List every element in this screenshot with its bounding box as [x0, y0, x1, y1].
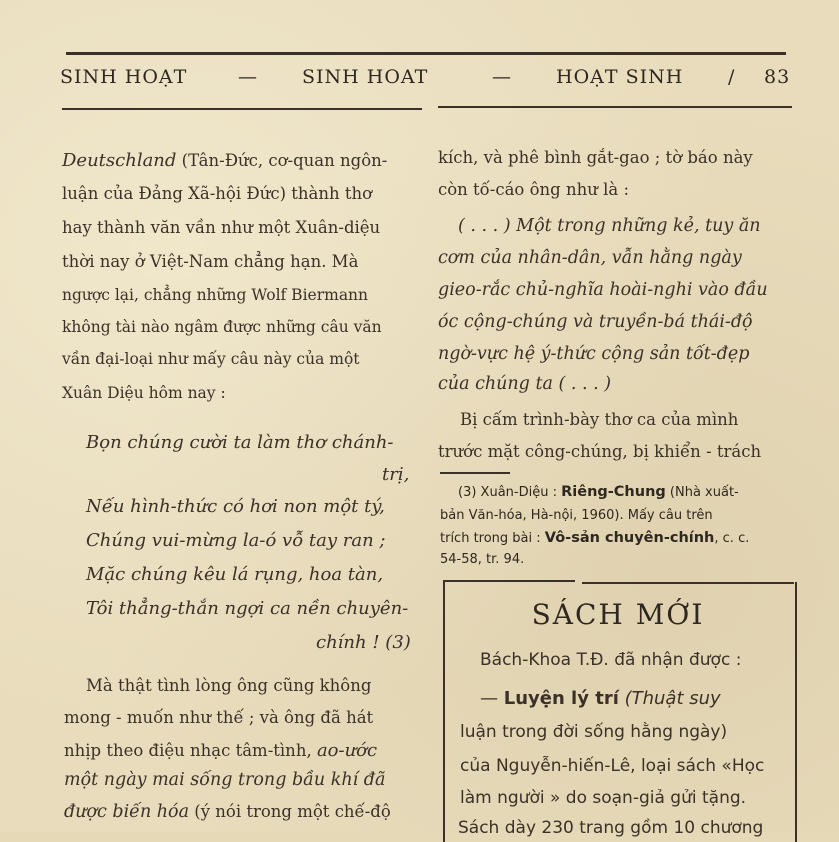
- quote-line-6: của chúng ta ( . . . ): [438, 374, 612, 394]
- left-line-13: được biến hóa (ý nói trong một chế-độ: [64, 802, 391, 822]
- left-line-9: Mà thật tình lòng ông cũng không: [86, 676, 372, 695]
- right-line-2: còn tố-cáo ông như là :: [438, 180, 630, 199]
- left-line-6: không tài nào ngâm được những câu văn: [62, 318, 382, 336]
- poem-line-1: Bọn chúng cười ta làm thơ chánh-: [86, 432, 394, 453]
- running-header: [60, 66, 792, 94]
- footnote-line-3: trích trong bài : Vô-sản chuyên-chính, c. c.: [440, 530, 750, 546]
- left-line-12: một ngày mai sống trong bầu khí đã: [64, 770, 386, 790]
- new-books-line-1: Bách-Khoa T.Đ. đã nhận được :: [480, 650, 742, 670]
- header-dash-1: —: [238, 66, 258, 88]
- new-books-line-3: luận trong đời sống hằng ngày): [460, 722, 728, 742]
- quote-line-2: cơm của nhân-dân, vẫn hằng ngày: [438, 248, 742, 268]
- poem-line-5: Tôi thẳng-thắn ngợi ca nền chuyên-: [86, 598, 409, 619]
- quote-line-4: óc cộng-chúng và truyền-bá thái-độ: [438, 312, 753, 332]
- left-line-3: hay thành văn vần như một Xuân-diệu: [62, 218, 381, 237]
- new-books-line-2: — Luyện lý trí (Thuật suy: [480, 688, 721, 709]
- publication-name: Deutschland: [62, 150, 177, 171]
- right-line-4: trước mặt công-chúng, bị khiển - trách: [438, 442, 762, 461]
- right-line-1: kích, và phê bình gắt-gao ; tờ báo này: [438, 148, 753, 167]
- footnote-line-4: 54-58, tr. 94.: [440, 552, 525, 567]
- header-left: SINH HOẠT: [60, 66, 188, 88]
- left-line-11: nhịp theo điệu nhạc tâm-tình, ao-ước: [64, 740, 378, 761]
- header-bottom-rule-right: [438, 106, 792, 108]
- left-line-2: luận của Đảng Xã-hội Đức) thành thơ: [62, 184, 373, 203]
- poem-line-4: Mặc chúng kêu lá rụng, hoa tàn,: [86, 564, 384, 585]
- page-number: 83: [764, 66, 791, 88]
- new-books-line-6: Sách dày 230 trang gồm 10 chương: [458, 818, 764, 838]
- footnote-rule: [440, 472, 510, 474]
- quote-line-3: gieo-rắc chủ-nghĩa hoài-nghi vào đầu: [438, 280, 768, 300]
- new-books-line-4: của Nguyễn-hiến-Lê, loại sách «Học: [460, 756, 765, 776]
- header-dash-2: —: [492, 66, 512, 88]
- poem-line-5-cont: chính ! (3): [316, 632, 411, 653]
- left-line-5: ngược lại, chẳng những Wolf Biermann: [62, 286, 369, 304]
- poem-line-1-cont: trị,: [382, 464, 410, 485]
- footnote-line-1: (3) Xuân-Diệu : Riêng-Chung (Nhà xuất-: [458, 484, 739, 500]
- footnote-line-2: bản Văn-hóa, Hà-nội, 1960). Mấy câu trên: [440, 508, 713, 523]
- left-line-10: mong - muốn như thế ; và ông đã hát: [64, 708, 374, 727]
- header-top-rule: [66, 52, 786, 55]
- poem-line-3: Chúng vui-mừng la-ó vỗ tay ran ;: [86, 530, 386, 551]
- quote-line-5: ngờ-vực hệ ý-thức cộng sản tốt-đẹp: [438, 344, 750, 364]
- left-line-4: thời nay ở Việt-Nam chẳng hạn. Mà: [62, 252, 359, 271]
- new-books-line-5: làm người » do soạn-giả gửi tặng.: [460, 788, 747, 808]
- right-line-3: Bị cấm trình-bày thơ ca của mình: [460, 410, 739, 429]
- quote-line-1: ( . . . ) Một trong những kẻ, tuy ăn: [458, 216, 761, 236]
- new-books-title: SÁCH MỚI: [531, 598, 705, 631]
- left-line-7: vần đại-loại như mấy câu này của một: [62, 350, 360, 368]
- header-right: HOẠT SINH: [556, 66, 684, 88]
- book-title: Luyện lý trí: [503, 688, 619, 709]
- header-bottom-rule-left: [62, 108, 422, 110]
- header-slash: /: [728, 66, 736, 88]
- header-middle: SINH HOAT: [302, 66, 429, 88]
- poem-line-2: Nếu hình-thức có hơi non một tý,: [86, 496, 385, 517]
- left-line-8: Xuân Diệu hôm nay :: [62, 384, 226, 402]
- left-line-1: Deutschland (Tân-Đức, cơ-quan ngôn-: [62, 150, 388, 171]
